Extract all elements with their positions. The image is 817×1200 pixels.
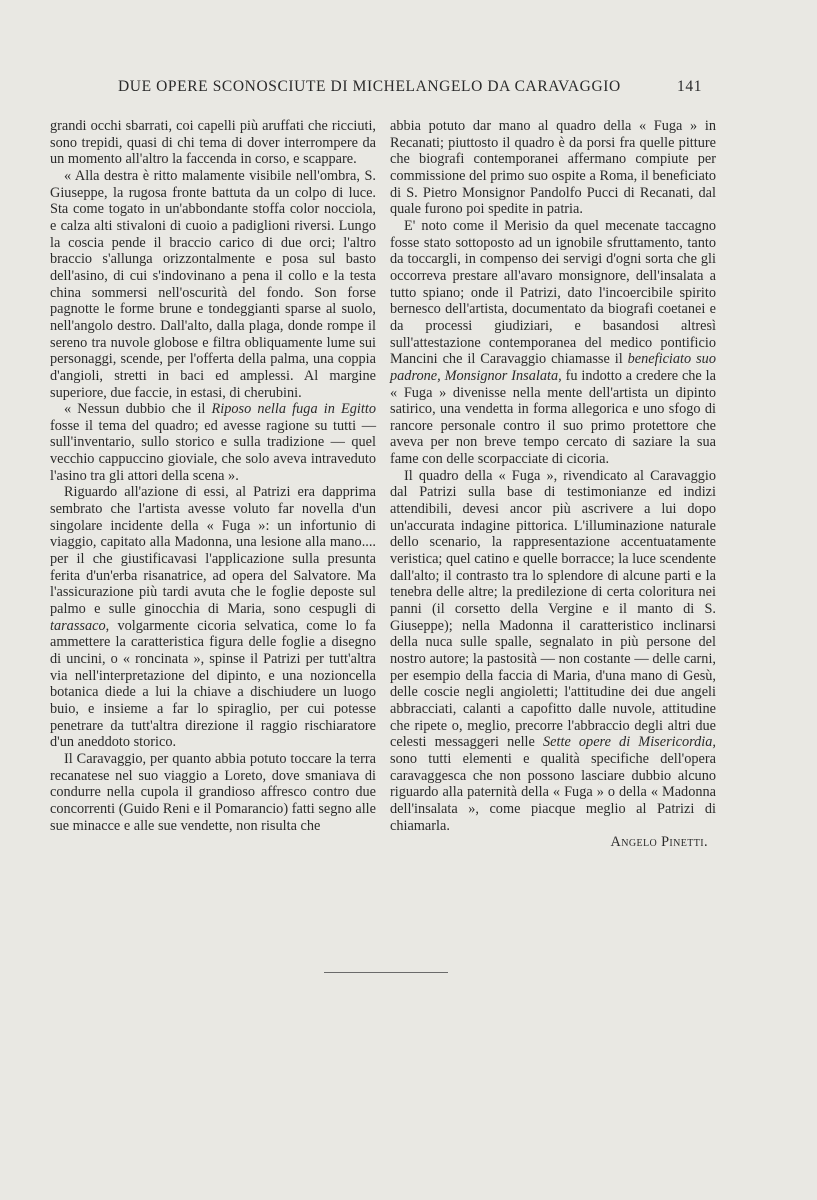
paragraph: « Nessun dubbio che il Riposo nella fuga in Egitto fosse il tema del quadro; ed avesse ragione su tutti — sull'inventario, sullo storico e sulla tradizione — quel vecchio cappuccino gioviale, che solo aveva intraveduto l'asino tra gli attori della scena ». [50, 401, 376, 484]
running-header [0, 78, 817, 102]
left-column [50, 118, 376, 834]
paragraph: Il Caravaggio, per quanto abbia potuto toccare la terra recanatese nel suo viaggio a Loreto, dove smaniava di condurre nella cupola il grandioso affresco contro due concorrenti (Guido Reni e il Pomarancio) fatti segno alle sue minacce e alle sue vendette, non risulta che [50, 750, 376, 834]
paragraph: E' noto come il Merisio da quel mecenate taccagno fosse stato sottoposto ad un ignobile sfruttamento, tanto da toccargli, in compenso dei servigi d'ogni sorta che gli occorreva prestare all'avaro monsignore, dell'insalata a tutto spiano; onde il Patrizi, dato l'incoercibile spirito bernesco dell'artista, documentato da biografi coetanei e da processi giudiziari, e basandosi altresì sull'attestazione contemporanea del medico pontificio Mancini che il Caravaggio chiamasse il beneficiato suo padrone, Monsignor Insalata, fu indotto a credere che la « Fuga » divenisse nella mente dell'artista un dipinto satirico, una vendetta in forma allegorica e uno sfogo di rancore personale contro il suo primo protettore che aveva per non breve tempo cercato di saziare la sua fame con delle scorpacciate di cicoria. [390, 217, 716, 468]
italic-title: Riposo nella fuga in Egitto [211, 401, 376, 418]
right-column [390, 118, 716, 851]
paragraph: grandi occhi sbarrati, coi capelli più aruffati che ricciuti, sono trepidi, quasi di chi tema di dover interrompere da un momento all'altro la faccenda in corso, e scappare. [50, 118, 376, 168]
page-number: 141 [677, 78, 703, 95]
paragraph: Riguardo all'azione di essi, al Patrizi era dapprima sembrato che l'artista avesse voluto far novella d'un singolare incidente della « Fuga »: un infortunio di viaggio, capitato alla Madonna, una lesione alla mano.... per il che giustificavasi l'applicazione sulla presunta ferita d'un'erba risanatrice, ad opera del Salvatore. Ma l'assicurazione più tardi avuta che le foglie deposte sul palmo e sulle ginocchia di Maria, sono cespugli di tarassaco, volgarmente cicoria selvatica, come lo fa ammettere la caratteristica figura delle foglie a disegno di uncini, o « roncinata », spinse il Patrizi per tutt'altra via nell'interpretazione del dipinto, e una nozioncella botanica diede a lui la chiave a dischiudere un luogo buio, e insieme a far lo spiraglio, per cui potesse penetrare da tutt'altra direzione il raggio rischiaratore d'un aneddoto storico. [50, 484, 376, 751]
italic-term: tarassaco [50, 617, 106, 634]
end-rule [324, 972, 448, 973]
italic-quote: beneficiato suo padrone, Monsignor Insalata, [390, 351, 716, 384]
running-title: DUE OPERE SCONOSCIUTE DI MICHELANGELO DA CARAVAGGIO [118, 78, 621, 95]
author-signature: Angelo Pinetti. [610, 834, 708, 851]
paragraph: abbia potuto dar mano al quadro della « Fuga » in Recanati; piuttosto il quadro è da porsi fra quelle pitture che biografi contemporanei affermano compiute per commissione del primo suo ospite a Roma, il beneficiato di S. Pietro Monsignor Pandolfo Pucci di Recanati, dal quale furono poi spedite in patria. [390, 118, 716, 218]
paragraph: « Alla destra è ritto malamente visibile nell'ombra, S. Giuseppe, la rugosa fronte battuta da un colpo di luce. Sta come togato in un'abbondante stoffa color nocciola, e calza alti stivaloni di cuoio a padiglioni riversi. Lungo la coscia pende il braccio carico di due orci; l'altro braccio s'allunga orizzontalmente e posa sul basto dell'asino, di cui s'indovinano a pena il collo e la testa china sommersi nell'oscurità del fondo. Son forse pagnotte le forme brune e tondeggianti sparse al suolo, nell'angolo destro. Dall'alto, dalla plaga, donde rompe il sereno tra nuvole globose e filtra obliquamente lume sui personaggi, scende, per l'offerta della palma, una coppia d'angioli, stretti in baci ed amplessi. Al margine superiore, due faccie, in estasi, di cherubini. [50, 167, 376, 401]
italic-title: Sette opere di Misericordia, [543, 734, 716, 751]
paragraph: Il quadro della « Fuga », rivendicato al Caravaggio dal Patrizi sulla base di testimonianze ed indizi attendibili, devesi ancor più ascrivere a lui dopo un'accurata indagine pittorica. L'illuminazione naturale dello scenario, la rappresentazione accentuatamente veristica; quel catino e quelle borracce; la luce scendente dall'alto; il contrasto tra lo splendore di alcune parti e la tenebra delle altre; la predilezione di certa coloritura nei panni (il corsetto della Vergine e il manto di S. Giuseppe); nella Madonna il caratteristico inclinarsi della nuca sulle spalle, segnalato in più persone del nostro autore; la pastosità — non costante — delle carni, per esempio della faccia di Maria, d'una mano di Gesù, delle coscie negli angioletti; l'attitudine dei due angeli abbracciati, calanti a capofitto dalle nuvole, attitudine che ripete o, meglio, precorre l'abbraccio degli altri due celesti messaggeri nelle Sette opere di Misericordia, sono tutti elementi e qualità specifiche dell'opera caravaggesca che non possono lasciare dubbio alcuno riguardo alla paternità della « Fuga » o della « Madonna dell'insalata », come piacque meglio al Patrizi di chiamarla. [390, 467, 716, 834]
